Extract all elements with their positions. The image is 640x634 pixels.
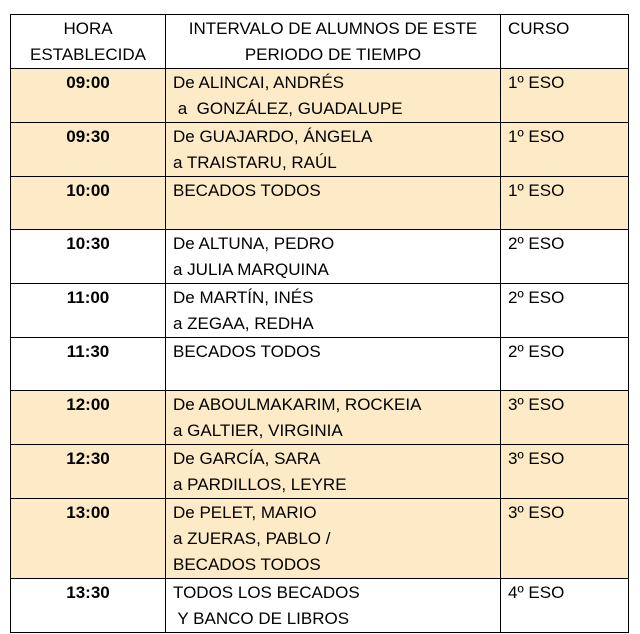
curso-text: 3º ESO [508, 449, 565, 468]
hora-text: 13:30 [66, 583, 110, 602]
hora-cell [11, 123, 166, 177]
curso-cell [501, 579, 629, 633]
alumnos-line: a GONZÁLEZ, GUADALUPE [173, 99, 403, 118]
curso-text: 3º ESO [508, 395, 565, 414]
schedule-row [11, 391, 629, 445]
header-curso [501, 15, 629, 69]
hora-text: 13:00 [66, 503, 110, 522]
alumnos-cell [166, 177, 501, 230]
alumnos-line: a ZUERAS, PABLO / [173, 529, 331, 548]
hora-cell [11, 69, 166, 123]
schedule-row [11, 499, 629, 579]
header-intervalo-line: INTERVALO DE ALUMNOS DE ESTE [188, 19, 478, 38]
hora-text: 09:00 [66, 73, 110, 92]
alumnos-line: BECADOS TODOS [173, 181, 321, 200]
alumnos-line: a PARDILLOS, LEYRE [173, 475, 347, 494]
hora-text: 11:00 [66, 288, 110, 307]
curso-text: 3º ESO [508, 503, 565, 522]
schedule-row [11, 338, 629, 391]
curso-text: 2º ESO [508, 288, 565, 307]
alumnos-line: De GARCÍA, SARA [173, 449, 321, 468]
hora-text: 10:00 [66, 181, 110, 200]
curso-text: 1º ESO [508, 181, 565, 200]
alumnos-line: De ALINCAI, ANDRÉS [173, 73, 345, 92]
schedule-row [11, 579, 629, 633]
alumnos-line: a JULIA MARQUINA [173, 260, 329, 279]
alumnos-line: De PELET, MARIO [173, 503, 317, 522]
curso-cell [501, 499, 629, 579]
alumnos-cell [166, 338, 501, 391]
schedule-row [11, 230, 629, 284]
header-hora-line: ESTABLECIDA [30, 45, 146, 64]
curso-cell [501, 284, 629, 338]
alumnos-cell [166, 579, 501, 633]
hora-text: 09:30 [66, 127, 110, 146]
alumnos-cell [166, 230, 501, 284]
alumnos-cell [166, 123, 501, 177]
header-intervalo-line: PERIODO DE TIEMPO [244, 45, 422, 64]
hora-cell [11, 445, 166, 499]
alumnos-line: BECADOS TODOS [173, 555, 321, 574]
curso-cell [501, 445, 629, 499]
schedule-table [10, 14, 629, 633]
alumnos-line: BECADOS TODOS [173, 342, 321, 361]
alumnos-line: De MARTÍN, INÉS [173, 288, 314, 307]
alumnos-cell [166, 499, 501, 579]
header-hora [11, 15, 166, 69]
hora-cell [11, 284, 166, 338]
hora-text: 12:30 [66, 449, 110, 468]
alumnos-cell [166, 391, 501, 445]
alumnos-line: De ABOULMAKARIM, ROCKEIA [173, 395, 422, 414]
schedule-row [11, 69, 629, 123]
alumnos-cell [166, 69, 501, 123]
schedule-row [11, 284, 629, 338]
curso-cell [501, 230, 629, 284]
curso-text: 2º ESO [508, 234, 565, 253]
hora-cell [11, 391, 166, 445]
alumnos-line: a TRAISTARU, RAÚL [173, 153, 337, 172]
header-hora-line: HORA [63, 19, 113, 38]
curso-cell [501, 69, 629, 123]
schedule-row [11, 445, 629, 499]
hora-cell [11, 579, 166, 633]
schedule-row [11, 177, 629, 230]
hora-text: 12:00 [66, 395, 110, 414]
curso-text: 4º ESO [508, 583, 565, 602]
header-intervalo [166, 15, 501, 69]
curso-cell [501, 123, 629, 177]
hora-cell [11, 338, 166, 391]
header-row [11, 15, 629, 69]
alumnos-line: De ALTUNA, PEDRO [173, 234, 335, 253]
hora-cell [11, 177, 166, 230]
curso-text: 1º ESO [508, 127, 565, 146]
alumnos-line: a ZEGAA, REDHA [173, 314, 314, 333]
alumnos-line: De GUAJARDO, ÁNGELA [173, 127, 373, 146]
alumnos-cell [166, 445, 501, 499]
curso-cell [501, 338, 629, 391]
alumnos-cell [166, 284, 501, 338]
hora-cell [11, 230, 166, 284]
schedule-row [11, 123, 629, 177]
alumnos-line: TODOS LOS BECADOS [173, 583, 360, 602]
header-curso-label: CURSO [508, 19, 570, 38]
curso-cell [501, 177, 629, 230]
hora-text: 11:30 [66, 342, 110, 361]
schedule-header [11, 15, 629, 69]
schedule-body [11, 69, 629, 633]
alumnos-line: Y BANCO DE LIBROS [173, 609, 350, 628]
curso-text: 1º ESO [508, 73, 565, 92]
hora-text: 10:30 [66, 234, 110, 253]
curso-text: 2º ESO [508, 342, 565, 361]
curso-cell [501, 391, 629, 445]
alumnos-line: a GALTIER, VIRGINIA [173, 421, 343, 440]
hora-cell [11, 499, 166, 579]
